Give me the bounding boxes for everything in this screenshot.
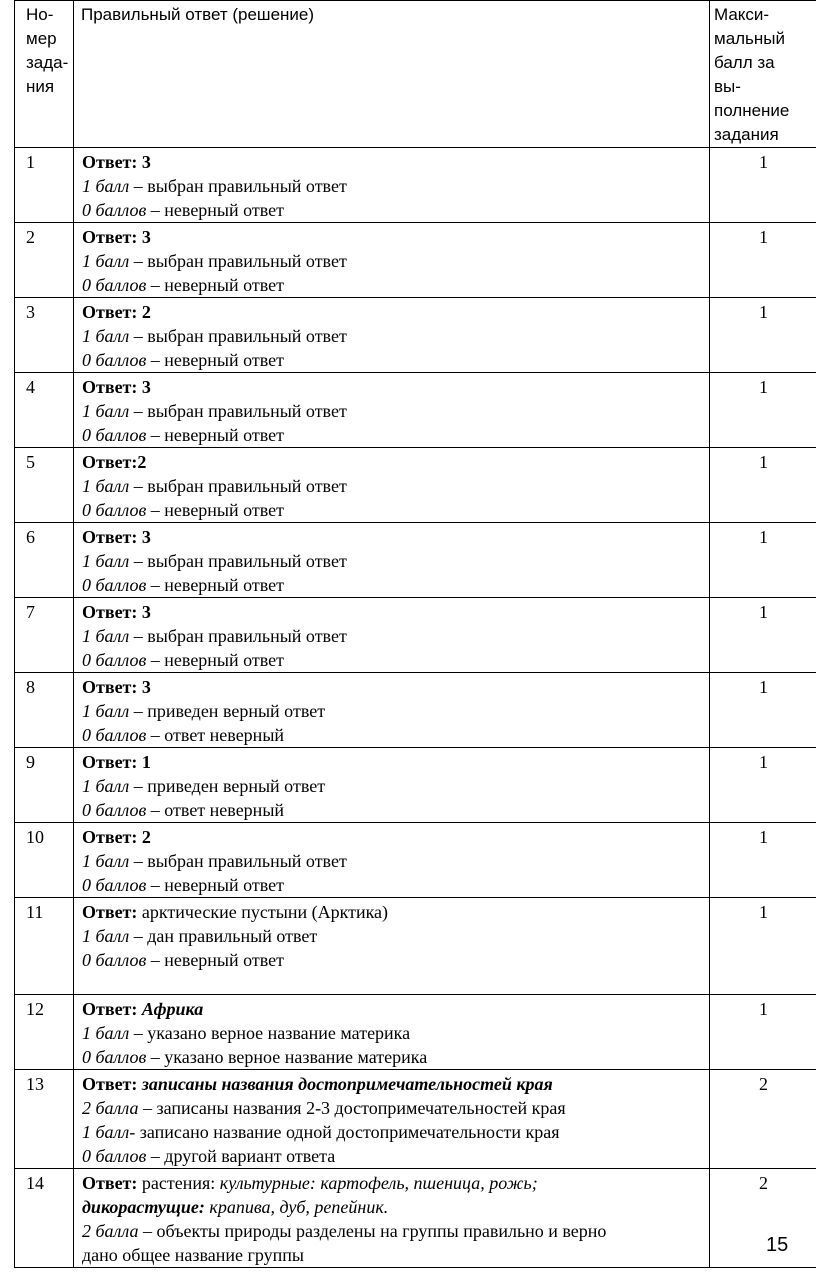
answer-label: Ответ: <box>82 1074 138 1094</box>
answer-label: Ответ: 2 <box>82 302 151 322</box>
answers-table <box>14 0 816 1268</box>
solution-cell: Ответ:2 1 балл – выбран правильный ответ 0 баллов – неверный ответ <box>74 448 710 523</box>
table-row <box>15 748 816 823</box>
answer-label: Ответ: 3 <box>82 602 151 622</box>
max-score: 1 <box>710 748 816 823</box>
answer-label: Ответ: 2 <box>82 827 151 847</box>
max-score: 1 <box>710 995 816 1070</box>
answer-label: Ответ: <box>82 999 138 1019</box>
answer-label: Ответ: 1 <box>82 752 151 772</box>
solution-cell: Ответ: 3 1 балл – выбран правильный ответ 0 баллов – неверный ответ <box>74 598 710 673</box>
task-number: 1 <box>15 148 74 223</box>
max-score: 1 <box>710 898 816 995</box>
table-row <box>15 148 816 223</box>
max-score: 1 <box>710 523 816 598</box>
solution-cell: Ответ: записаны названия достопримечательностей края 2 балла – записаны названия 2-3 достопримечательностей края 1 балл- записано название одной достопримечательности края 0 баллов – другой вариант ответа <box>74 1070 710 1169</box>
task-number: 11 <box>15 898 74 995</box>
task-number: 4 <box>15 373 74 448</box>
page-number: 15 <box>766 1234 789 1256</box>
task-number: 5 <box>15 448 74 523</box>
max-score: 1 <box>710 823 816 898</box>
task-number: 8 <box>15 673 74 748</box>
solution-cell: Ответ: 2 1 балл – выбран правильный ответ 0 баллов – неверный ответ <box>74 823 710 898</box>
task-number: 3 <box>15 298 74 373</box>
table-row <box>15 1070 816 1169</box>
table-row <box>15 598 816 673</box>
table-row <box>15 1169 816 1268</box>
table-row <box>15 223 816 298</box>
header-task-number: Но- мер зада- ния <box>15 1 74 148</box>
max-score: 1 <box>710 223 816 298</box>
max-score: 1 <box>710 373 816 448</box>
answer-label: Ответ: 3 <box>82 227 151 247</box>
task-number: 2 <box>15 223 74 298</box>
max-score: 2 <box>710 1169 816 1268</box>
answer-label: Ответ: <box>82 902 138 922</box>
header-row <box>15 1 816 148</box>
solution-cell: Ответ: растения: культурные: картофель, пшеница, рожь; дикорастущие: крапива, дуб, репейник. 2 балла – объекты природы разделены на группы правильно и верно дано общее название группы <box>74 1169 710 1268</box>
answer-label: Ответ:2 <box>82 452 147 472</box>
solution-cell: Ответ: арктические пустыни (Арктика) 1 балл – дан правильный ответ 0 баллов – неверный ответ <box>74 898 710 995</box>
task-number: 9 <box>15 748 74 823</box>
max-score: 1 <box>710 298 816 373</box>
max-score: 1 <box>710 673 816 748</box>
header-max-score: Макси- мальный балл за вы- полнение задания <box>710 1 816 148</box>
task-number: 14 <box>15 1169 74 1268</box>
task-number: 10 <box>15 823 74 898</box>
solution-cell: Ответ: 3 1 балл – выбран правильный ответ 0 баллов – неверный ответ <box>74 523 710 598</box>
answer-label: Ответ: 3 <box>82 377 151 397</box>
task-number: 6 <box>15 523 74 598</box>
answer-label: Ответ: <box>82 1173 138 1193</box>
max-score: 2 <box>710 1070 816 1169</box>
solution-cell: Ответ: 3 1 балл – выбран правильный ответ 0 баллов – неверный ответ <box>74 148 710 223</box>
table-row <box>15 673 816 748</box>
table-row <box>15 448 816 523</box>
solution-cell: Ответ: 2 1 балл – выбран правильный ответ 0 баллов – неверный ответ <box>74 298 710 373</box>
max-score: 1 <box>710 448 816 523</box>
table-row <box>15 523 816 598</box>
solution-cell: Ответ: 3 1 балл – приведен верный ответ 0 баллов – ответ неверный <box>74 673 710 748</box>
header-solution: Правильный ответ (решение) <box>74 1 710 148</box>
table-row <box>15 995 816 1070</box>
task-number: 13 <box>15 1070 74 1169</box>
table-row <box>15 298 816 373</box>
table-row <box>15 898 816 995</box>
answer-label: Ответ: 3 <box>82 152 151 172</box>
task-number: 12 <box>15 995 74 1070</box>
table-row <box>15 823 816 898</box>
table-row <box>15 373 816 448</box>
solution-cell: Ответ: Африка 1 балл – указано верное название материка 0 баллов – указано верное название материка <box>74 995 710 1070</box>
answer-label: Ответ: 3 <box>82 677 151 697</box>
max-score: 1 <box>710 148 816 223</box>
solution-cell: Ответ: 3 1 балл – выбран правильный ответ 0 баллов – неверный ответ <box>74 373 710 448</box>
max-score: 1 <box>710 598 816 673</box>
answer-label: Ответ: 3 <box>82 527 151 547</box>
task-number: 7 <box>15 598 74 673</box>
solution-cell: Ответ: 1 1 балл – приведен верный ответ 0 баллов – ответ неверный <box>74 748 710 823</box>
solution-cell: Ответ: 3 1 балл – выбран правильный ответ 0 баллов – неверный ответ <box>74 223 710 298</box>
